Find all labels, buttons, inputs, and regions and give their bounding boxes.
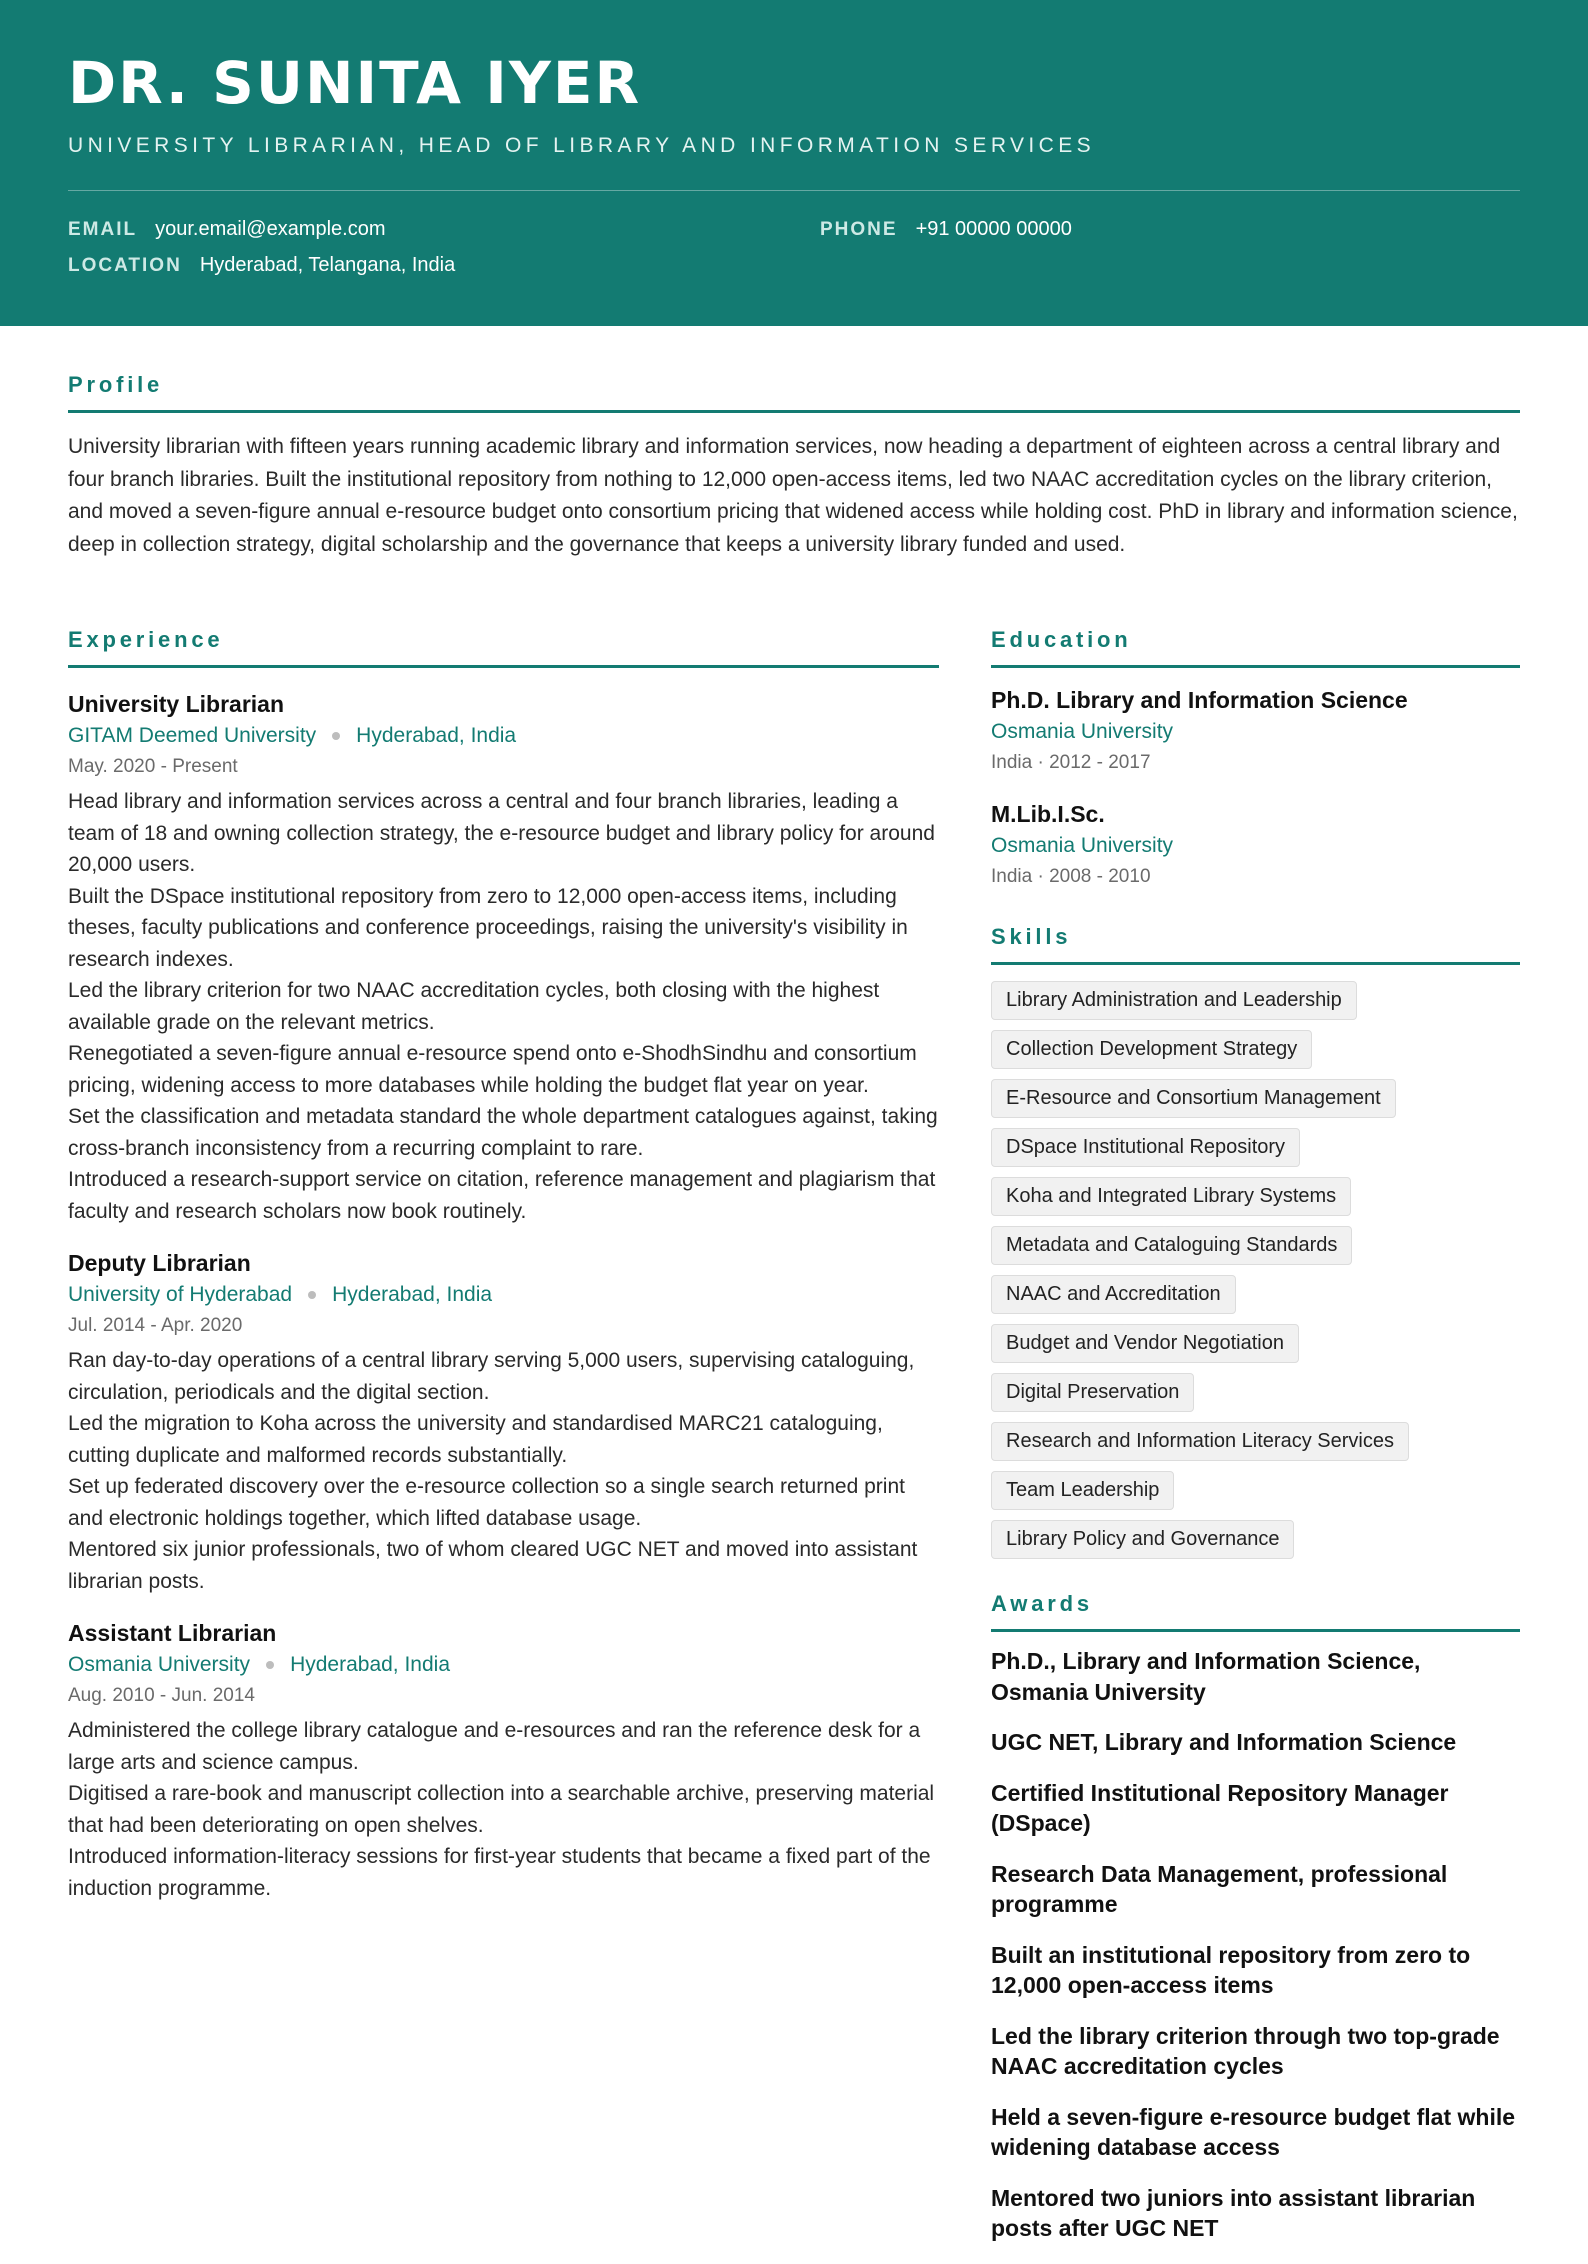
award-item: Ph.D., Library and Information Science, Osmania University <box>991 1648 1421 1705</box>
phone-label: PHONE <box>820 219 898 240</box>
education-entry <box>991 798 1520 892</box>
skill-tag: Library Policy and Governance <box>991 1520 1294 1559</box>
job-dates: Aug. 2010 - Jun. 2014 <box>68 1685 255 1706</box>
job-bullet: Digitised a rare-book and manuscript collection into a searchable archive, preserving material that had been deteriorating on open shelves. <box>68 1782 935 1837</box>
job-bullets <box>68 786 939 1227</box>
job-entry <box>68 688 939 1227</box>
education-school: Osmania University <box>991 834 1174 857</box>
education-degree: M.Lib.I.Sc. <box>991 801 1105 827</box>
award-item: UGC NET, Library and Information Science <box>991 1729 1457 1755</box>
education-section <box>991 627 1520 892</box>
job-bullet: Led the library criterion for two NAAC accreditation cycles, both closing with the highest available grade on the relevant metrics. <box>68 979 880 1034</box>
job-title: Deputy Librarian <box>68 1250 251 1276</box>
candidate-title: UNIVERSITY LIBRARIAN, HEAD OF LIBRARY AND INFORMATION SERVICES <box>68 134 1096 157</box>
skills-heading: Skills <box>991 924 1520 965</box>
skill-tag: Team Leadership <box>991 1471 1174 1510</box>
skill-tag: Metadata and Cataloguing Standards <box>991 1226 1352 1265</box>
skills-list <box>991 981 1520 1559</box>
email-label: EMAIL <box>68 219 138 240</box>
job-bullet: Introduced information-literacy sessions for first-year students that became a fixed part of the induction programme. <box>68 1845 931 1900</box>
job-bullets <box>68 1715 939 1904</box>
job-bullet: Administered the college library catalogue and e-resources and ran the reference desk for a large arts and science campus. <box>68 1719 921 1774</box>
job-bullet: Set up federated discovery over the e-resource collection so a single search returned print and electronic holdings together, which lifted database usage. <box>68 1475 905 1530</box>
job-bullet: Led the migration to Koha across the university and standardised MARC21 cataloguing, cutting duplicate and malformed records substantially. <box>68 1412 883 1467</box>
job-location: Hyderabad, India <box>332 1283 493 1306</box>
location-label: LOCATION <box>68 255 182 276</box>
skill-tag: E-Resource and Consortium Management <box>991 1079 1396 1118</box>
job-organization: GITAM Deemed University <box>68 724 317 747</box>
skill-tag: NAAC and Accreditation <box>991 1275 1236 1314</box>
contact-block <box>68 218 1520 290</box>
sidebar-column <box>991 627 1520 2264</box>
resume-header <box>0 0 1588 326</box>
education-meta: India · 2008 - 2010 <box>991 866 1151 887</box>
profile-section <box>68 372 1520 561</box>
contact-location <box>68 254 820 277</box>
separator-dot-icon <box>308 1291 316 1299</box>
skill-tag: Budget and Vendor Negotiation <box>991 1324 1299 1363</box>
award-item: Led the library criterion through two top-grade NAAC accreditation cycles <box>991 2022 1500 2079</box>
education-degree: Ph.D. Library and Information Science <box>991 687 1408 713</box>
job-meta <box>68 1649 939 1681</box>
job-meta <box>68 1279 939 1311</box>
profile-text: University librarian with fifteen years running academic library and information services, now heading a department of eighteen across a central library and four branch libraries. Built the institutional repository from nothing to 12,000 open-access items, led two NAAC accreditation cycles on the library criterion, and moved a seven-figure annual e-resource budget onto consortium pricing that widened access while holding cost. PhD in library and information science, deep in collection strategy, digital scholarship and the governance that keeps a university library funded and used. <box>68 435 1518 556</box>
phone-value[interactable]: +91 00000 00000 <box>915 218 1072 240</box>
skill-tag: Digital Preservation <box>991 1373 1194 1412</box>
award-item: Certified Institutional Repository Manager (DSpace) <box>991 1779 1449 1836</box>
experience-section <box>68 627 939 1904</box>
education-meta: India · 2012 - 2017 <box>991 752 1151 773</box>
job-organization: Osmania University <box>68 1653 251 1676</box>
awards-section <box>991 1591 1520 2244</box>
skill-tag: Koha and Integrated Library Systems <box>991 1177 1351 1216</box>
job-location: Hyderabad, India <box>356 724 517 747</box>
job-bullet: Renegotiated a seven-figure annual e-resource spend onto e-ShodhSindhu and consortium pricing, widening access to more databases while holding the budget flat year on year. <box>68 1042 917 1097</box>
award-item: Research Data Management, professional programme <box>991 1860 1448 1917</box>
email-value[interactable]: your.email@example.com <box>155 218 386 240</box>
job-bullet: Built the DSpace institutional repository from zero to 12,000 open-access items, including theses, faculty publications and conference proceedings, raising the university's visibility in research indexes. <box>68 884 908 971</box>
skill-tag: Library Administration and Leadership <box>991 981 1357 1020</box>
education-entry <box>991 684 1520 778</box>
job-bullet: Mentored six junior professionals, two of whom cleared UGC NET and moved into assistant librarian posts. <box>68 1538 918 1593</box>
separator-dot-icon <box>266 1661 274 1669</box>
skill-tag: DSpace Institutional Repository <box>991 1128 1300 1167</box>
skill-tag: Research and Information Literacy Services <box>991 1422 1409 1461</box>
job-meta <box>68 720 939 752</box>
award-item: Held a seven-figure e-resource budget flat while widening database access <box>991 2103 1516 2160</box>
awards-heading: Awards <box>991 1591 1520 1632</box>
education-heading: Education <box>991 627 1520 668</box>
header-divider <box>68 190 1520 191</box>
award-item: Built an institutional repository from zero to 12,000 open-access items <box>991 1941 1471 1998</box>
job-title: University Librarian <box>68 691 285 717</box>
candidate-name: DR. SUNITA IYER <box>68 49 642 117</box>
award-item: Mentored two juniors into assistant librarian posts after UGC NET <box>991 2184 1476 2241</box>
skill-tag: Collection Development Strategy <box>991 1030 1312 1069</box>
location-value: Hyderabad, Telangana, India <box>199 254 456 276</box>
job-dates: Jul. 2014 - Apr. 2020 <box>68 1315 243 1336</box>
education-school: Osmania University <box>991 720 1174 743</box>
job-entry <box>68 1247 939 1597</box>
job-title: Assistant Librarian <box>68 1620 277 1646</box>
job-bullet: Set the classification and metadata standard the whole department catalogues against, taking cross-branch inconsistency from a recurring complaint to rare. <box>68 1105 938 1160</box>
contact-phone <box>820 218 1072 241</box>
skills-section <box>991 924 1520 1559</box>
job-dates: May. 2020 - Present <box>68 756 238 777</box>
job-bullet: Introduced a research-support service on citation, reference management and plagiarism that faculty and research scholars now book routinely. <box>68 1168 936 1223</box>
profile-heading: Profile <box>68 372 1520 413</box>
separator-dot-icon <box>332 732 340 740</box>
job-location: Hyderabad, India <box>290 1653 451 1676</box>
job-entry <box>68 1617 939 1904</box>
experience-heading: Experience <box>68 627 939 668</box>
job-bullets <box>68 1345 939 1597</box>
awards-list <box>991 1646 1520 2244</box>
job-bullet: Head library and information services across a central and four branch libraries, leading a team of 18 and owning collection strategy, the e-resource budget and library policy for around 20,000 users. <box>68 790 935 876</box>
job-bullet: Ran day-to-day operations of a central library serving 5,000 users, supervising cataloguing, circulation, periodicals and the digital section. <box>68 1349 915 1404</box>
contact-email <box>68 218 820 241</box>
job-organization: University of Hyderabad <box>68 1283 293 1306</box>
